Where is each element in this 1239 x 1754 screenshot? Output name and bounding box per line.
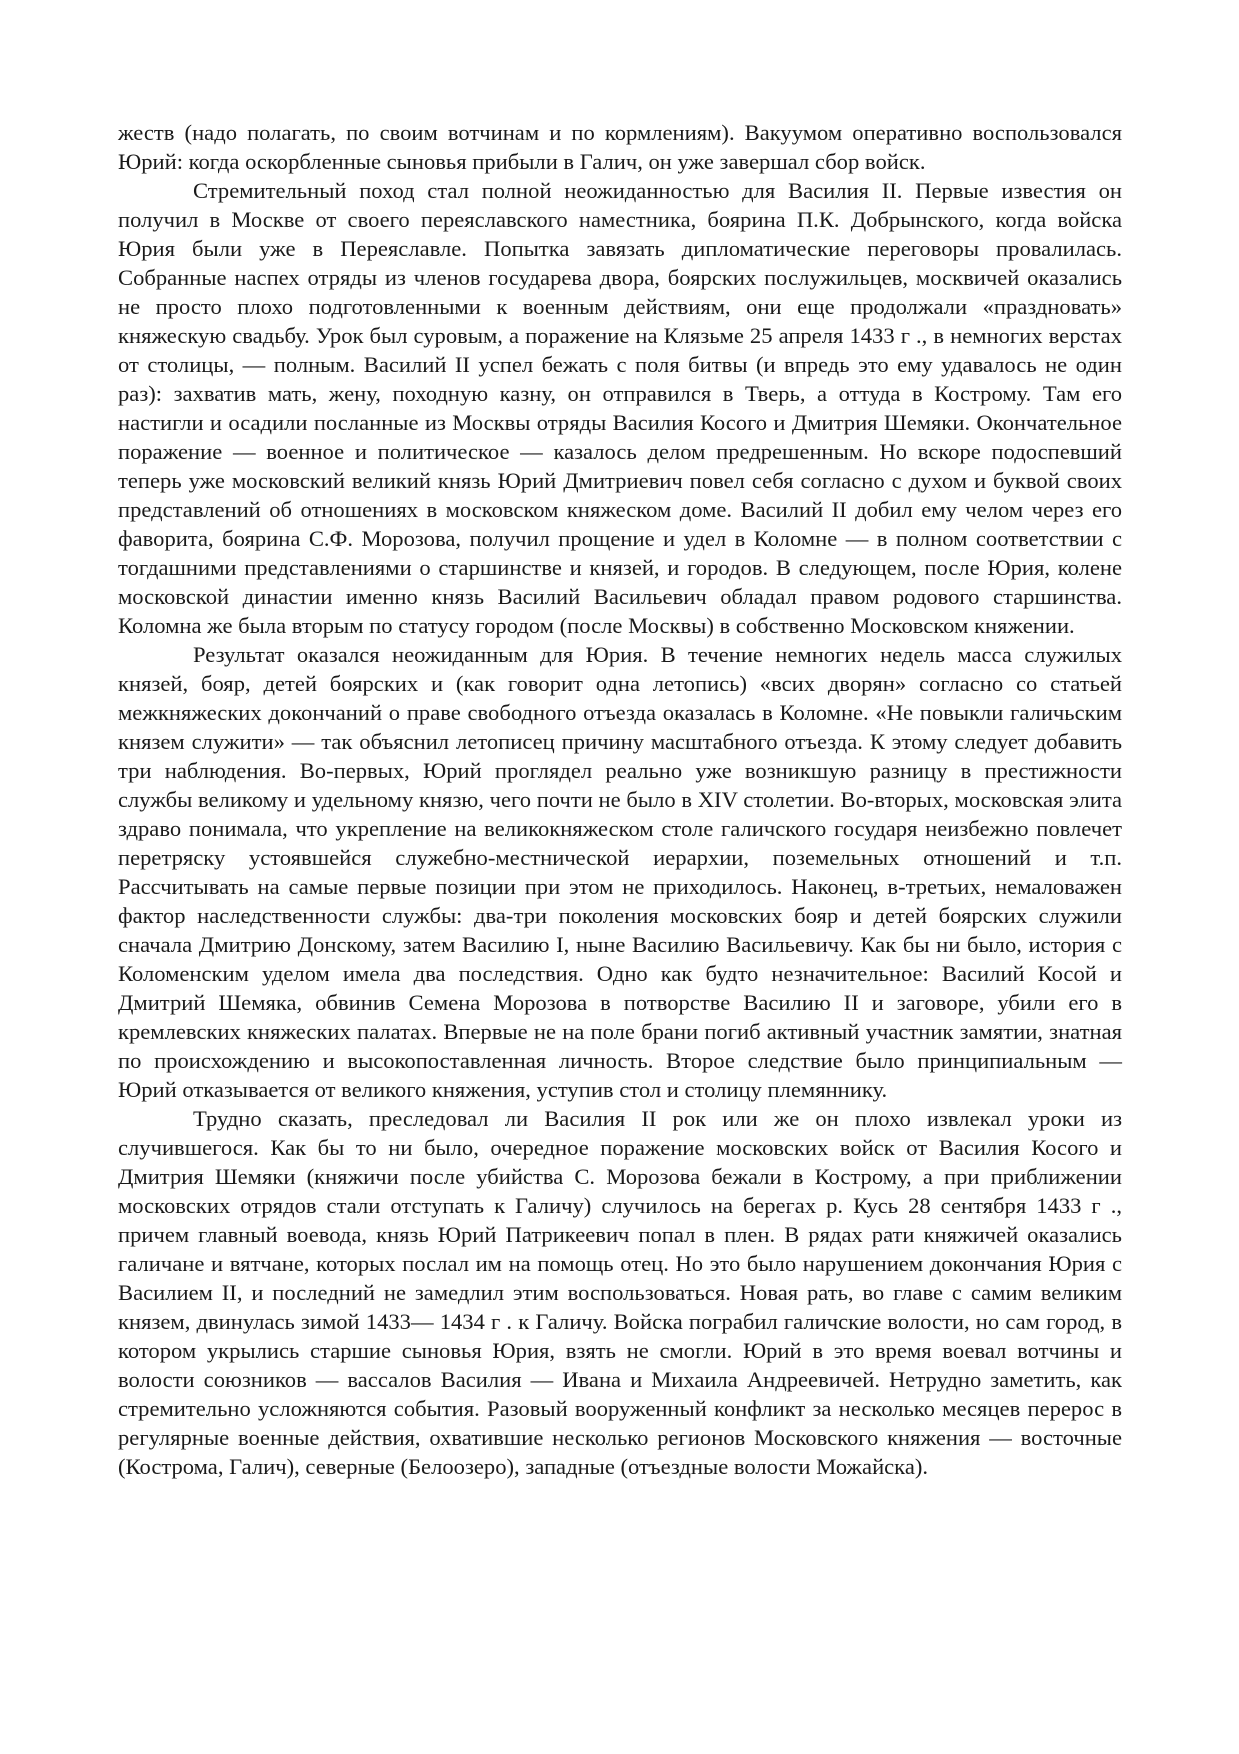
paragraph-2: Стремительный поход стал полной неожиданностью для Василия II. Первые известия он получил в Москве от своего переяславского наместника, боярина П.К. Добрынского, когда войска Юрия были уже в Переяславле. Попытка завязать дипломатические переговоры провалилась. Собранные наспех отряды из членов государева двора, боярских послужильцев, москвичей оказались не просто плохо подготовленными к военным действиям, они еще продолжали «праздновать» княжескую свадьбу. Урок был суровым, а поражение на Клязьме 25 апреля 1433 г ., в немногих верстах от столицы, — полным. Василий II успел бежать с поля битвы (и впредь это ему удавалось не один раз): захватив мать, жену, походную казну, он отправился в Тверь, а оттуда в Кострому. Там его настигли и осадили посланные из Москвы отряды Василия Косого и Дмитрия Шемяки. Окончательное поражение — военное и политическое — казалось делом предрешенным. Но вскоре подоспевший теперь уже московский великий князь Юрий Дмитриевич повел себя согласно с духом и буквой своих представлений об отношениях в московском княжеском доме. Василий II добил ему челом через его фаворита, боярина С.Ф. Морозова, получил прощение и удел в Коломне — в полном соответствии с тогдашними представлениями о старшинстве и князей, и городов. В следующем, после Юрия, колене московской династии именно князь Василий Васильевич обладал правом родового старшинства. Коломна же была вторым по статусу городом (после Москвы) в собственно Московском княжении. xyxy=(118,178,1122,638)
paragraph-4: Трудно сказать, преследовал ли Василия II рок или же он плохо извлекал уроки из случившегося. Как бы то ни было, очередное поражение московских войск от Василия Косого и Дмитрия Шемяки (княжичи после убийства С. Морозова бежали в Кострому, а при приближении московских отрядов стали отступать к Галичу) случилось на берегах р. Кусь 28 сентября 1433 г ., причем главный воевода, князь Юрий Патрикеевич попал в плен. В рядах рати княжичей оказались галичане и вятчане, которых послал им на помощь отец. Но это было нарушением докончания Юрия с Василием II, и последний не замедлил этим воспользоваться. Новая рать, во главе с самим великим князем, двинулась зимой 1433— 1434 г . к Галичу. Войска пограбил галичские волости, но сам город, в котором укрылись старшие сыновья Юрия, взять не смогли. Юрий в это время воевал вотчины и волости союзников — вассалов Василия — Ивана и Михаила Андреевичей. Нетрудно заметить, как стремительно усложняются события. Разовый вооруженный конфликт за несколько месяцев перерос в регулярные военные действия, охватившие несколько регионов Московского княжения — восточные (Кострома, Галич), северные (Белоозеро), западные (отъездные волости Можайска). xyxy=(118,1106,1122,1479)
paragraph-3: Результат оказался неожиданным для Юрия. В течение немногих недель масса служилых князей, бояр, детей боярских и (как говорит одна летопись) «всих дворян» согласно со статьей межкняжеских докончаний о праве свободного отъезда оказалась в Коломне. «Не повыкли галичьским князем служити» — так объяснил летописец причину масштабного отъезда. К этому следует добавить три наблюдения. Во-первых, Юрий проглядел реально уже возникшую разницу в престижности службы великому и удельному князю, чего почти не было в XIV столетии. Во-вторых, московская элита здраво понимала, что укрепление на великокняжеском столе галичского государя неизбежно повлечет перетряску устоявшейся служебно-местнической иерархии, поземельных отношений и т.п. Рассчитывать на самые первые позиции при этом не приходилось. Наконец, в-третьих, немаловажен фактор наследственности службы: два-три поколения московских бояр и детей боярских служили сначала Дмитрию Донскому, затем Василию I, ныне Василию Васильевичу. Как бы ни было, история с Коломенским уделом имела два последствия. Одно как будто незначительное: Василий Косой и Дмитрий Шемяка, обвинив Семена Морозова в потворстве Василию II и заговоре, убили его в кремлевских княжеских палатах. Впервые не на поле брани погиб активный участник замятии, знатная по происхождению и высокопоставленная личность. Второе следствие было принципиальным — Юрий отказывается от великого княжения, уступив стол и столицу племяннику. xyxy=(118,642,1122,1102)
document-page xyxy=(118,118,1122,1481)
paragraph-1: жеств (надо полагать, по своим вотчинам и по кормлениям). Вакуумом оперативно воспользовался Юрий: когда оскорбленные сыновья прибыли в Галич, он уже завершал сбор войск. xyxy=(118,120,1122,174)
